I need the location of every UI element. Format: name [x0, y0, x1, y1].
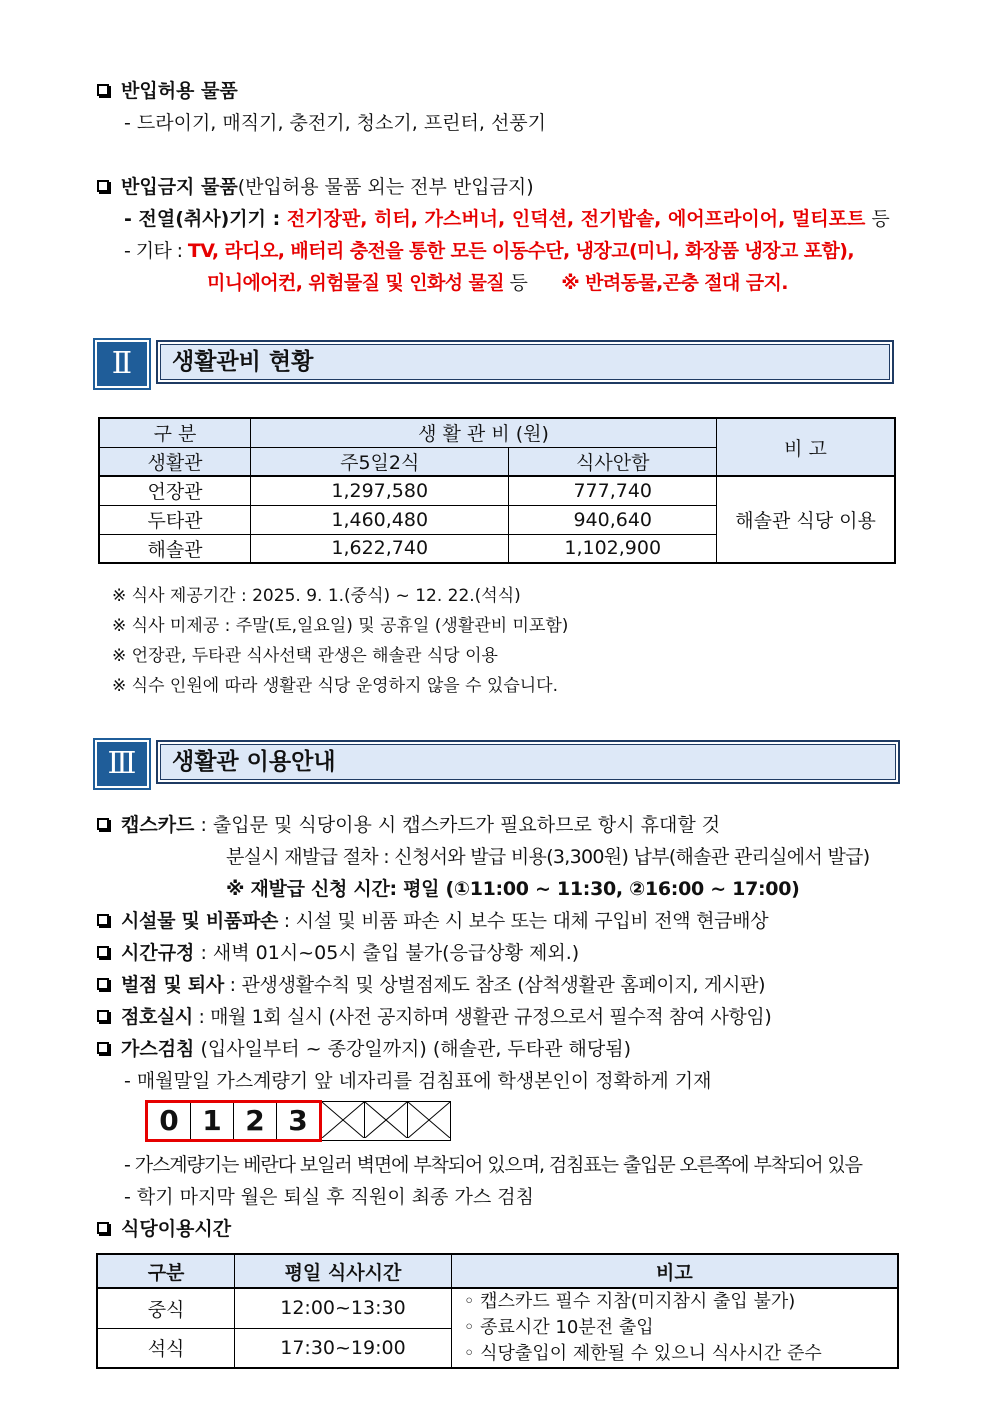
crossed-box-icon: [407, 1102, 450, 1138]
guide-time: [97, 938, 579, 965]
fee-header-fee: 생 활 관 비 (원): [251, 418, 717, 447]
meal-title: 식당이용시간: [121, 1218, 232, 1240]
forbidden-title-note: (반입허용 물품 외는 전부 반입금지): [237, 176, 534, 198]
meter-digit: 1: [191, 1103, 234, 1139]
meal-note-line: ◦ 캡스카드 필수 지참(미지참시 출입 불가): [463, 1291, 796, 1312]
fee-header-category: 구 분: [99, 418, 251, 447]
meter-digit: 3: [288, 1104, 308, 1137]
meal-header-category: 구분: [97, 1254, 235, 1288]
damage-title: 시설물 및 비품파손: [121, 910, 279, 932]
allowed-heading: [97, 76, 238, 103]
checkbox-bullet-icon: [97, 1010, 109, 1022]
checkbox-bullet-icon: [97, 818, 109, 830]
section-2-number: Ⅱ: [95, 340, 149, 388]
meal-note-line: ◦ 식당출입이 제한될 수 있으니 식사시간 준수: [463, 1343, 822, 1364]
fee-row-v2: 777,740: [509, 476, 717, 505]
fee-row-v2: 1,102,900: [509, 534, 717, 563]
fee-row-name: 두타관: [99, 505, 251, 534]
checkbox-bullet-icon: [97, 1222, 109, 1234]
checkbox-bullet-icon: [97, 84, 109, 96]
heat-label: - 전열(취사)기기 :: [124, 208, 287, 230]
meal-note-line: ◦ 종료시간 10분전 출입: [463, 1317, 654, 1338]
meal-row-time: 12:00~13:30: [235, 1288, 452, 1328]
fee-note: 해솔관 식당 이용: [717, 476, 895, 563]
fee-row-v2: 940,640: [509, 505, 717, 534]
heat-items: 전기장판, 히터, 가스버너, 인덕션, 전기밥솥, 에어프라이어, 멀티포트: [286, 208, 866, 230]
meal-row-name: 중식: [97, 1288, 235, 1328]
allowed-items: - 드라이기, 매직기, 충전기, 청소기, 프린터, 선풍기: [124, 112, 547, 134]
meter-digit: 0: [148, 1103, 191, 1139]
time-title: 시간규정: [121, 942, 195, 964]
forbidden-other-line-2: [207, 268, 788, 295]
fee-table: [98, 417, 896, 564]
guide-damage: [97, 906, 768, 933]
crossed-box-icon: [322, 1102, 364, 1138]
forbidden-title: 반입금지 물품: [121, 176, 238, 198]
fee-header-col2: 식사안함: [509, 447, 717, 476]
checkbox-bullet-icon: [97, 1042, 109, 1054]
gas-item-3: - 학기 마지막 월은 퇴실 후 직원이 최종 가스 검침: [124, 1186, 534, 1208]
fee-header-dorm: 생활관: [99, 447, 251, 476]
roll-title: 점호실시: [121, 1006, 193, 1028]
guide-meal: [97, 1214, 231, 1241]
section-3-number: Ⅲ: [95, 740, 149, 788]
checkbox-bullet-icon: [97, 978, 109, 990]
guide-roll: [97, 1002, 771, 1029]
forbidden-heat-line: [124, 204, 890, 231]
meter-reading-example: [146, 1101, 451, 1141]
other-items-2: 미니에어컨, 위험물질 및 인화성 물질: [207, 272, 504, 294]
fee-note-line: ※ 식사 제공기간 : 2025. 9. 1.(중식) ~ 12. 22.(석식): [112, 586, 521, 606]
gas-title: 가스검침: [121, 1038, 195, 1060]
forbidden-other-line: [124, 236, 854, 263]
pet-warning: ※ 반려동물,곤충 절대 금지.: [561, 272, 788, 294]
roll-text: : 매월 1회 실시 (사전 공지하며 생활관 규정으로서 필수적 참여 사항임): [192, 1006, 772, 1028]
other-label: - 기타 :: [124, 240, 188, 262]
forbidden-heading: [97, 172, 534, 199]
time-text: : 새벽 01시~05시 출입 불가(응급상황 제외.): [194, 942, 580, 964]
meal-table: [96, 1253, 899, 1369]
guide-card: [97, 810, 720, 837]
allowed-title: 반입허용 물품: [121, 80, 238, 102]
guide-penalty: [97, 970, 765, 997]
meal-header-note: 비고: [451, 1254, 898, 1288]
card-text-3: ※ 재발급 신청 시간: 평일 (①11:00 ~ 11:30, ②16:00 ~ 17:00): [226, 878, 800, 900]
card-title: 캡스카드: [121, 814, 195, 836]
fee-note-line: ※ 식사 미제공 : 주말(토,일요일) 및 공휴일 (생활관비 미포함): [112, 616, 569, 636]
section-2-title: 생활관비 현황: [156, 340, 894, 384]
fee-note-line: ※ 식수 인원에 따라 생활관 식당 운영하지 않을 수 있습니다.: [112, 676, 558, 696]
card-text-2: 분실시 재발급 절차 : 신청서와 발급 비용(3,300원) 납부(해솔관 관리실에서 발급): [226, 846, 870, 868]
other-items-1: TV, 라디오, 배터리 충전을 통한 모든 이동수단, 냉장고(미니, 화장품 냉장고 포함),: [187, 240, 854, 262]
meal-notes: [451, 1288, 898, 1368]
fee-row-v1: 1,622,740: [251, 534, 509, 563]
fee-header-note: 비 고: [717, 418, 895, 476]
gas-item-1: - 매월말일 가스계량기 앞 네자리를 검침표에 학생본인이 정확하게 기재: [124, 1070, 712, 1092]
meter-digit: 2: [234, 1103, 277, 1139]
fee-row-name: 해솔관: [99, 534, 251, 563]
fee-header-col1: 주5일2식: [251, 447, 509, 476]
meal-header-time: 평일 식사시간: [235, 1254, 452, 1288]
crossed-box-icon: [364, 1102, 407, 1138]
meter-digits-box: [145, 1100, 322, 1142]
fee-note-line: ※ 언장관, 두타관 식사선택 관생은 해솔관 식당 이용: [112, 646, 498, 666]
meal-row-name: 석식: [97, 1328, 235, 1368]
fee-row-name: 언장관: [99, 476, 251, 505]
damage-text: : 시설 및 비품 파손 시 보수 또는 대체 구입비 전액 현금배상: [278, 910, 769, 932]
heat-suffix: 등: [865, 208, 890, 230]
fee-row-v1: 1,460,480: [251, 505, 509, 534]
guide-gas: [97, 1034, 631, 1061]
checkbox-bullet-icon: [97, 946, 109, 958]
section-3-title: 생활관 이용안내: [156, 740, 900, 784]
checkbox-bullet-icon: [97, 914, 109, 926]
other-suffix: 등: [504, 272, 528, 294]
fee-row-v1: 1,297,580: [251, 476, 509, 505]
penalty-text: : 관생생활수칙 및 상벌점제도 참조 (삼척생활관 홈페이지, 게시판): [223, 974, 766, 996]
gas-text: (입사일부터 ~ 종강일까지) (해솔관, 두타관 해당됨): [194, 1038, 631, 1060]
gas-item-2: - 가스계량기는 베란다 보일러 벽면에 부착되어 있으며, 검침표는 출입문 오른쪽에 부착되어 있음: [124, 1154, 862, 1176]
checkbox-bullet-icon: [97, 180, 109, 192]
meal-row-time: 17:30~19:00: [235, 1328, 452, 1368]
penalty-title: 벌점 및 퇴사: [121, 974, 224, 996]
card-text: : 출입문 및 식당이용 시 캡스카드가 필요하므로 항시 휴대할 것: [194, 814, 721, 836]
fee-notes: [112, 581, 568, 701]
